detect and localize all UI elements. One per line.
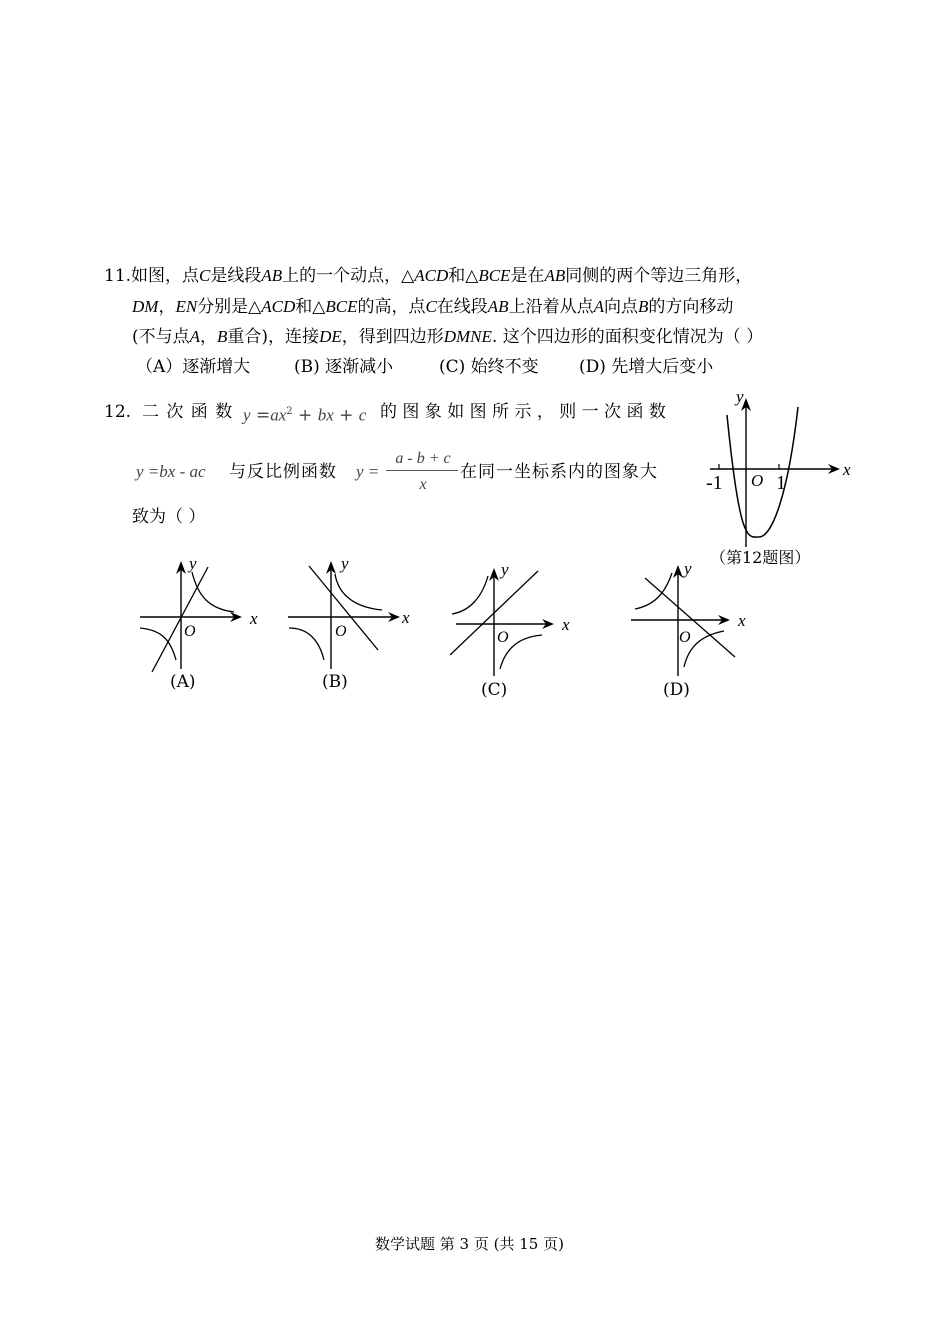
parabola-figure xyxy=(700,385,860,570)
quadratic-function: $y =ax^2$ + bx + c xyxy=(243,405,367,426)
figure-caption: （第12题图） xyxy=(710,548,811,567)
inverse-function-left: y = xyxy=(356,462,380,481)
choice-a-graph xyxy=(130,552,265,674)
parabola-origin-label: O xyxy=(751,471,764,490)
choice-b-label: (B) xyxy=(322,672,348,692)
q11-option-c: (C) 始终不变 xyxy=(439,357,539,377)
q11-option-b: (B) 逐渐减小 xyxy=(294,357,394,377)
choice-c-y-label: y xyxy=(501,560,509,579)
choice-b-y-label: y xyxy=(341,554,349,573)
choice-a-x-label: x xyxy=(250,609,258,628)
q11-line2: DM，EN分别是△ACD和△BCE的高，点C在线段AB上沿着从点A向点B的方向移动 xyxy=(132,297,734,317)
choice-b-origin: O xyxy=(335,623,347,640)
choice-d-label: (D) xyxy=(663,680,690,700)
parabola-y-label: y xyxy=(736,387,744,406)
choice-d-graph xyxy=(625,555,760,680)
q11-option-a: （A）逐渐增大 xyxy=(136,357,251,377)
choice-d-origin: O xyxy=(679,629,691,646)
q12-line2-mid: 与反比例函数 xyxy=(229,462,337,482)
choice-c-x-label: x xyxy=(562,615,570,634)
choice-b-graph xyxy=(283,552,418,674)
q12-line1-tail: 的 图 象 如 图 所 示 ， 则 一 次 函 数 xyxy=(380,402,666,422)
parabola-x-label: x xyxy=(843,460,851,479)
q12-line3: 致为（ ） xyxy=(132,507,206,527)
choice-c-origin: O xyxy=(497,629,509,646)
choice-a-origin: O xyxy=(184,623,196,640)
choice-d-y-label: y xyxy=(684,559,692,578)
inverse-function-denominator: x xyxy=(419,476,427,493)
q12-line1-text: 二 次 函 数 xyxy=(142,402,234,422)
inverse-function-numerator: a - b + c xyxy=(395,450,451,467)
q11-line1: 11.如图，点C是线段AB上的一个动点，△ACD和△BCE是在AB同侧的两个等边三角形， xyxy=(104,266,753,286)
q12-number: 12. xyxy=(104,402,132,422)
choice-c-graph xyxy=(440,555,580,680)
q11-option-d: (D) 先增大后变小 xyxy=(579,357,714,377)
choice-c-label: (C) xyxy=(481,680,508,700)
q12-line2-tail: 在同一坐标系内的图象大 xyxy=(460,462,658,482)
choice-b-x-label: x xyxy=(402,608,410,627)
q11-line3: (不与点A，B重合)，连接DE，得到四边形DMNE. 这个四边形的面积变化情况为（ ） xyxy=(132,327,764,347)
choice-d-x-label: x xyxy=(738,611,746,630)
choice-a-label: (A) xyxy=(170,672,196,692)
fraction-bar xyxy=(386,470,458,471)
choice-a-y-label: y xyxy=(189,554,197,573)
page-footer: 数学试题 第 3 页 (共 15 页) xyxy=(375,1235,564,1253)
tick-pos-1: 1 xyxy=(776,472,786,494)
tick-neg-1: -1 xyxy=(706,472,723,494)
linear-function: y =bx - ac xyxy=(136,462,206,481)
